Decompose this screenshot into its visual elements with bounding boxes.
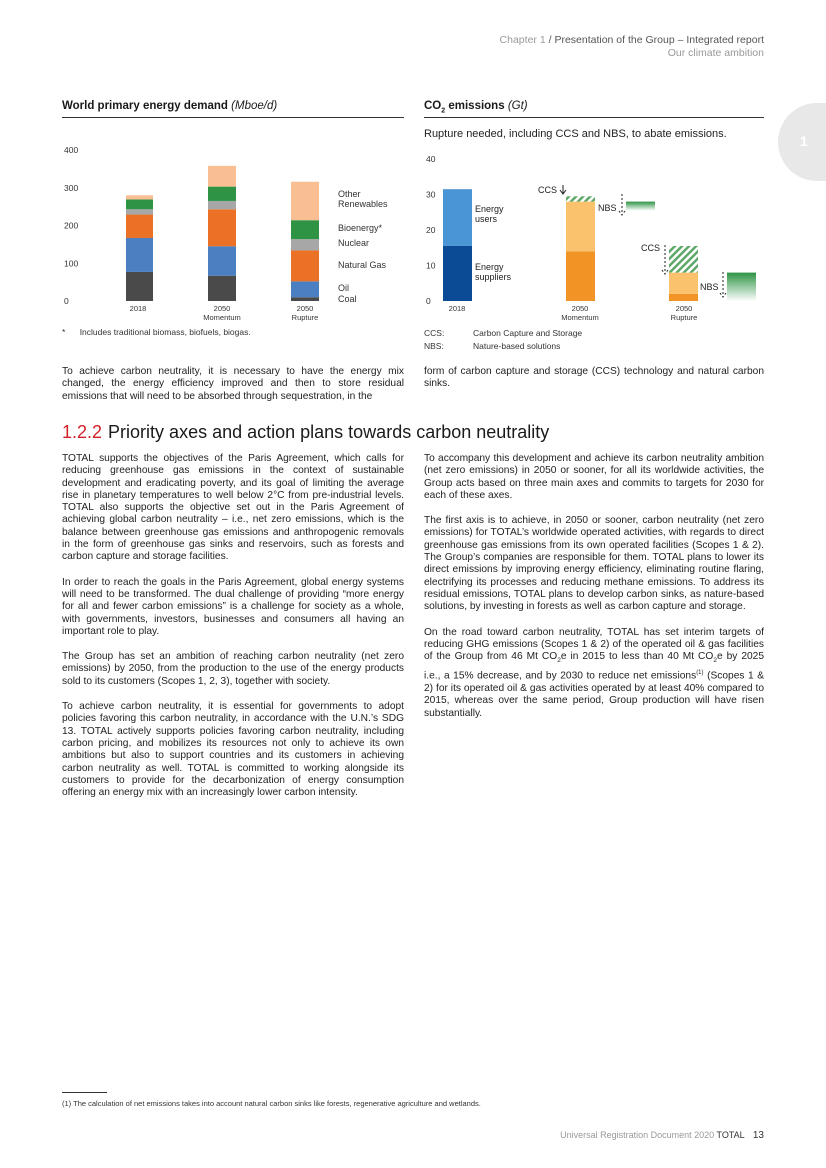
x-tick-label: Rupture xyxy=(670,313,698,322)
energy-suppliers-label: suppliers xyxy=(475,272,512,282)
nbs-label: NBS xyxy=(598,203,617,213)
legend-row-nbs xyxy=(424,340,582,353)
x-tick-label: 2050 xyxy=(571,304,589,313)
intro-paragraph-right: form of carbon capture and storage (CCS) technology and natural carbon sinks. xyxy=(424,366,764,390)
ccs-label: CCS xyxy=(641,243,661,253)
right-column xyxy=(424,453,764,733)
right-paragraph-2: The first axis is to achieve, in 2050 or sooner, carbon neutrality (net zero emissions) for TOTAL’s worldwide operated activities, with regards to direct greenhouse gas emissions from its own operated facilities (Scopes 1 & 2). The Group’s companies are responsible for them. TOTAL plans to lower its direct emissions by improving energy efficiency, eliminating routine flaring, electrifying its processes and reducing methane emissions. To address its residual emissions, TOTAL plans to develop carbon sinks, as nature-based solutions, by investing in forests as well as carbon capture and storage. xyxy=(424,515,764,613)
bar-energy-suppliers-1 xyxy=(566,251,595,301)
p3-sub-1: 2 xyxy=(557,657,561,665)
x-tick-label: 2018 xyxy=(129,304,147,313)
y-tick-label: 200 xyxy=(64,220,79,231)
bar-coal-1 xyxy=(208,276,236,301)
bar-energy-users-0 xyxy=(443,189,472,246)
legend-ccs-text: Carbon Capture and Storage xyxy=(473,328,583,338)
bar-ccs-1 xyxy=(566,196,595,201)
bar-oil-2 xyxy=(291,281,319,297)
y-tick-label: 400 xyxy=(64,145,79,155)
energy-suppliers-label: Energy xyxy=(475,262,504,272)
legend-label: Bioenergy* xyxy=(338,223,383,233)
right-chart-title-sub: 2 xyxy=(441,107,446,115)
p3-part-b: e in 2015 to less than 40 Mt CO xyxy=(560,651,714,663)
y-tick-label: 0 xyxy=(64,296,69,306)
right-paragraph-1: To accompany this development and achieve its carbon neutrality ambition (net zero emissions) in 2050 or sooner, for all its worldwide activities, the Group acts based on three main axes and commits to targets for 2030 for each of these axes. xyxy=(424,453,764,501)
header-separator: / xyxy=(545,34,555,46)
y-tick-label: 30 xyxy=(426,189,436,200)
right-chart-title-pre: CO xyxy=(424,100,442,112)
bar-nbs-2 xyxy=(727,273,756,302)
y-tick-label: 10 xyxy=(426,260,436,271)
bar-natural-gas-2 xyxy=(291,250,319,281)
x-tick-label: Rupture xyxy=(291,313,319,322)
right-chart-legend xyxy=(424,327,582,353)
footer-brand: TOTAL xyxy=(716,1130,745,1140)
charts-canvas xyxy=(0,0,826,360)
header-subtitle: Our climate ambition xyxy=(667,47,764,59)
bar-energy-suppliers-0 xyxy=(443,246,472,301)
legend-nbs-abbr: NBS: xyxy=(424,341,444,351)
right-chart-unit: (Gt) xyxy=(507,100,528,112)
section-heading xyxy=(62,422,549,443)
y-tick-label: 0 xyxy=(426,296,431,306)
legend-label: Renewables xyxy=(338,199,388,209)
bar-nuclear-1 xyxy=(208,201,236,209)
footnote-marker: * xyxy=(62,327,66,337)
right-chart xyxy=(426,154,756,322)
energy-users-label: users xyxy=(475,214,498,224)
y-tick-label: 100 xyxy=(64,258,79,269)
bar-nuclear-0 xyxy=(126,209,153,214)
right-chart-subtitle: Rupture needed, including CCS and NBS, to abate emissions. xyxy=(424,128,727,140)
bar-other-renewables-1 xyxy=(208,166,236,187)
left-chart xyxy=(64,145,388,322)
left-chart-title-text: World primary energy demand xyxy=(62,100,228,112)
p3-part-c: e by 2025 i.e., a 15% decrease, and by 2030 to reduce net emissions xyxy=(424,651,764,682)
footer-doc-title: Universal Registration Document 2020 xyxy=(560,1130,715,1140)
chapter-tab-label: 1 xyxy=(800,133,808,149)
legend-label: Other xyxy=(338,189,361,199)
legend-nbs-text: Nature-based solutions xyxy=(473,341,561,351)
legend-label: Coal xyxy=(338,294,357,304)
left-chart-footnote xyxy=(62,327,251,337)
left-paragraph-1: TOTAL supports the objectives of the Paris Agreement, which calls for reducing greenhouse gas emissions in the context of sustainable development and eradicating poverty, and its goal of limiting the average rise in planetary temperatures to well below 2°C from pre-industrial levels. TOTAL also supports the objective set out in the Paris Agreement of achieving global carbon neutrality – i.e., net zero emissions, which is the balance between greenhouse gas emissions and anthropogenic removals in the form of greenhouse gas sinks and reservoirs, such as forests and carbon capture and storage facilities. xyxy=(62,453,404,563)
bar-coal-2 xyxy=(291,297,319,301)
left-column xyxy=(62,453,404,812)
page-number: 13 xyxy=(752,1130,764,1141)
nbs-arrow xyxy=(619,194,625,215)
y-tick-label: 20 xyxy=(426,225,436,235)
page-footnote: (1) The calculation of net emissions takes into account natural carbon sinks like forests, regenerative agriculture and wetlands. xyxy=(62,1099,481,1108)
p3-sub-2: 2 xyxy=(713,657,717,665)
legend-ccs-abbr: CCS: xyxy=(424,328,445,338)
bar-natural-gas-1 xyxy=(208,209,236,246)
right-chart-title-post: emissions xyxy=(445,100,505,112)
section-number: 1.2.2 xyxy=(62,422,103,442)
y-tick-label: 300 xyxy=(64,182,79,193)
legend-row-ccs xyxy=(424,327,582,340)
p3-part-d: (Scopes 1 & 2) for its operated oil & gas activities operated by at least 40% compared to 2015, whereas over the same period, Group production will have risen substantially. xyxy=(424,670,764,719)
bar-ccs-2 xyxy=(669,246,698,273)
footnote-ref[interactable]: (1) xyxy=(696,670,704,677)
legend-label: Oil xyxy=(338,283,349,293)
page-footer xyxy=(560,1130,764,1141)
ccs-label: CCS xyxy=(538,185,558,195)
x-tick-label: 2050 xyxy=(675,304,693,313)
nbs-arrow xyxy=(720,272,726,297)
y-tick-label: 40 xyxy=(426,154,436,164)
bar-bioenergy--2 xyxy=(291,220,319,239)
energy-users-label: Energy xyxy=(475,204,504,214)
footnote-rule xyxy=(62,1092,107,1093)
bar-bioenergy--0 xyxy=(126,199,153,209)
bar-natural-gas-0 xyxy=(126,215,153,238)
x-tick-label: Momentum xyxy=(561,313,599,322)
bar-bioenergy--1 xyxy=(208,187,236,201)
x-tick-label: 2050 xyxy=(296,304,314,313)
bar-energy-suppliers-2 xyxy=(669,294,698,301)
bar-oil-0 xyxy=(126,238,153,272)
left-chart-unit: (Mboe/d) xyxy=(231,100,278,112)
bar-other-renewables-2 xyxy=(291,182,319,221)
header-title: Presentation of the Group – Integrated report xyxy=(554,34,764,46)
section-title: Priority axes and action plans towards carbon neutrality xyxy=(108,422,550,442)
bar-oil-1 xyxy=(208,246,236,275)
bar-energy-users-1 xyxy=(566,202,595,252)
x-tick-label: Momentum xyxy=(203,313,241,322)
ccs-arrow xyxy=(560,185,566,194)
ccs-arrow xyxy=(662,245,668,274)
legend-label: Nuclear xyxy=(338,238,370,248)
bar-nbs-1 xyxy=(626,202,655,211)
legend-label: Natural Gas xyxy=(338,260,387,270)
chapter-label: Chapter 1 xyxy=(499,34,546,46)
x-tick-label: 2018 xyxy=(448,304,466,313)
nbs-label: NBS xyxy=(700,282,719,292)
left-paragraph-2: In order to reach the goals in the Paris Agreement, global energy systems will need to be transformed. The dual challenge of providing “more energy for all and fewer carbon emissions” is a challenge for society as a whole, with governments, investors, businesses and consumers all having an important role to play. xyxy=(62,576,404,637)
footnote-text: Includes traditional biomass, biofuels, biogas. xyxy=(79,327,251,337)
right-paragraph-3 xyxy=(424,627,764,721)
intro-paragraph-left: To achieve carbon neutrality, it is necessary to have the energy mix changed, the energy efficiency improved and then to store residual emissions that will need to be absorbed through sequestration, in the xyxy=(62,366,404,402)
bar-energy-users-2 xyxy=(669,273,698,294)
bar-other-renewables-0 xyxy=(126,195,153,199)
left-paragraph-4: To achieve carbon neutrality, it is essential for governments to adopt policies favoring this carbon neutrality, in accordance with the U.N.’s SDG 13. TOTAL actively supports policies favoring carbon neutrality, including carbon pricing, and mobilizes its resources not only to achieve its own ambitions but also to support countries and its customers in achieving carbon neutrality as well. TOTAL is committed to working alongside its customers to provide for the decarbonization of energy consumption offering an energy mix with an increasingly lower carbon intensity. xyxy=(62,701,404,799)
x-tick-label: 2050 xyxy=(213,304,231,313)
bar-coal-0 xyxy=(126,272,153,301)
left-paragraph-3: The Group has set an ambition of reaching carbon neutrality (net zero emissions) by 2050, from the production to the use of the energy products sold to its customers (Scopes 1, 2, 3), together with society. xyxy=(62,651,404,687)
bar-nuclear-2 xyxy=(291,239,319,250)
p3-part-a: On the road toward carbon neutrality, TOTAL has set interim targets of reducing GHG emissions (Scopes 1 & 2) of the operated oil & gas facilities of the Group from 46 Mt CO xyxy=(424,626,764,663)
